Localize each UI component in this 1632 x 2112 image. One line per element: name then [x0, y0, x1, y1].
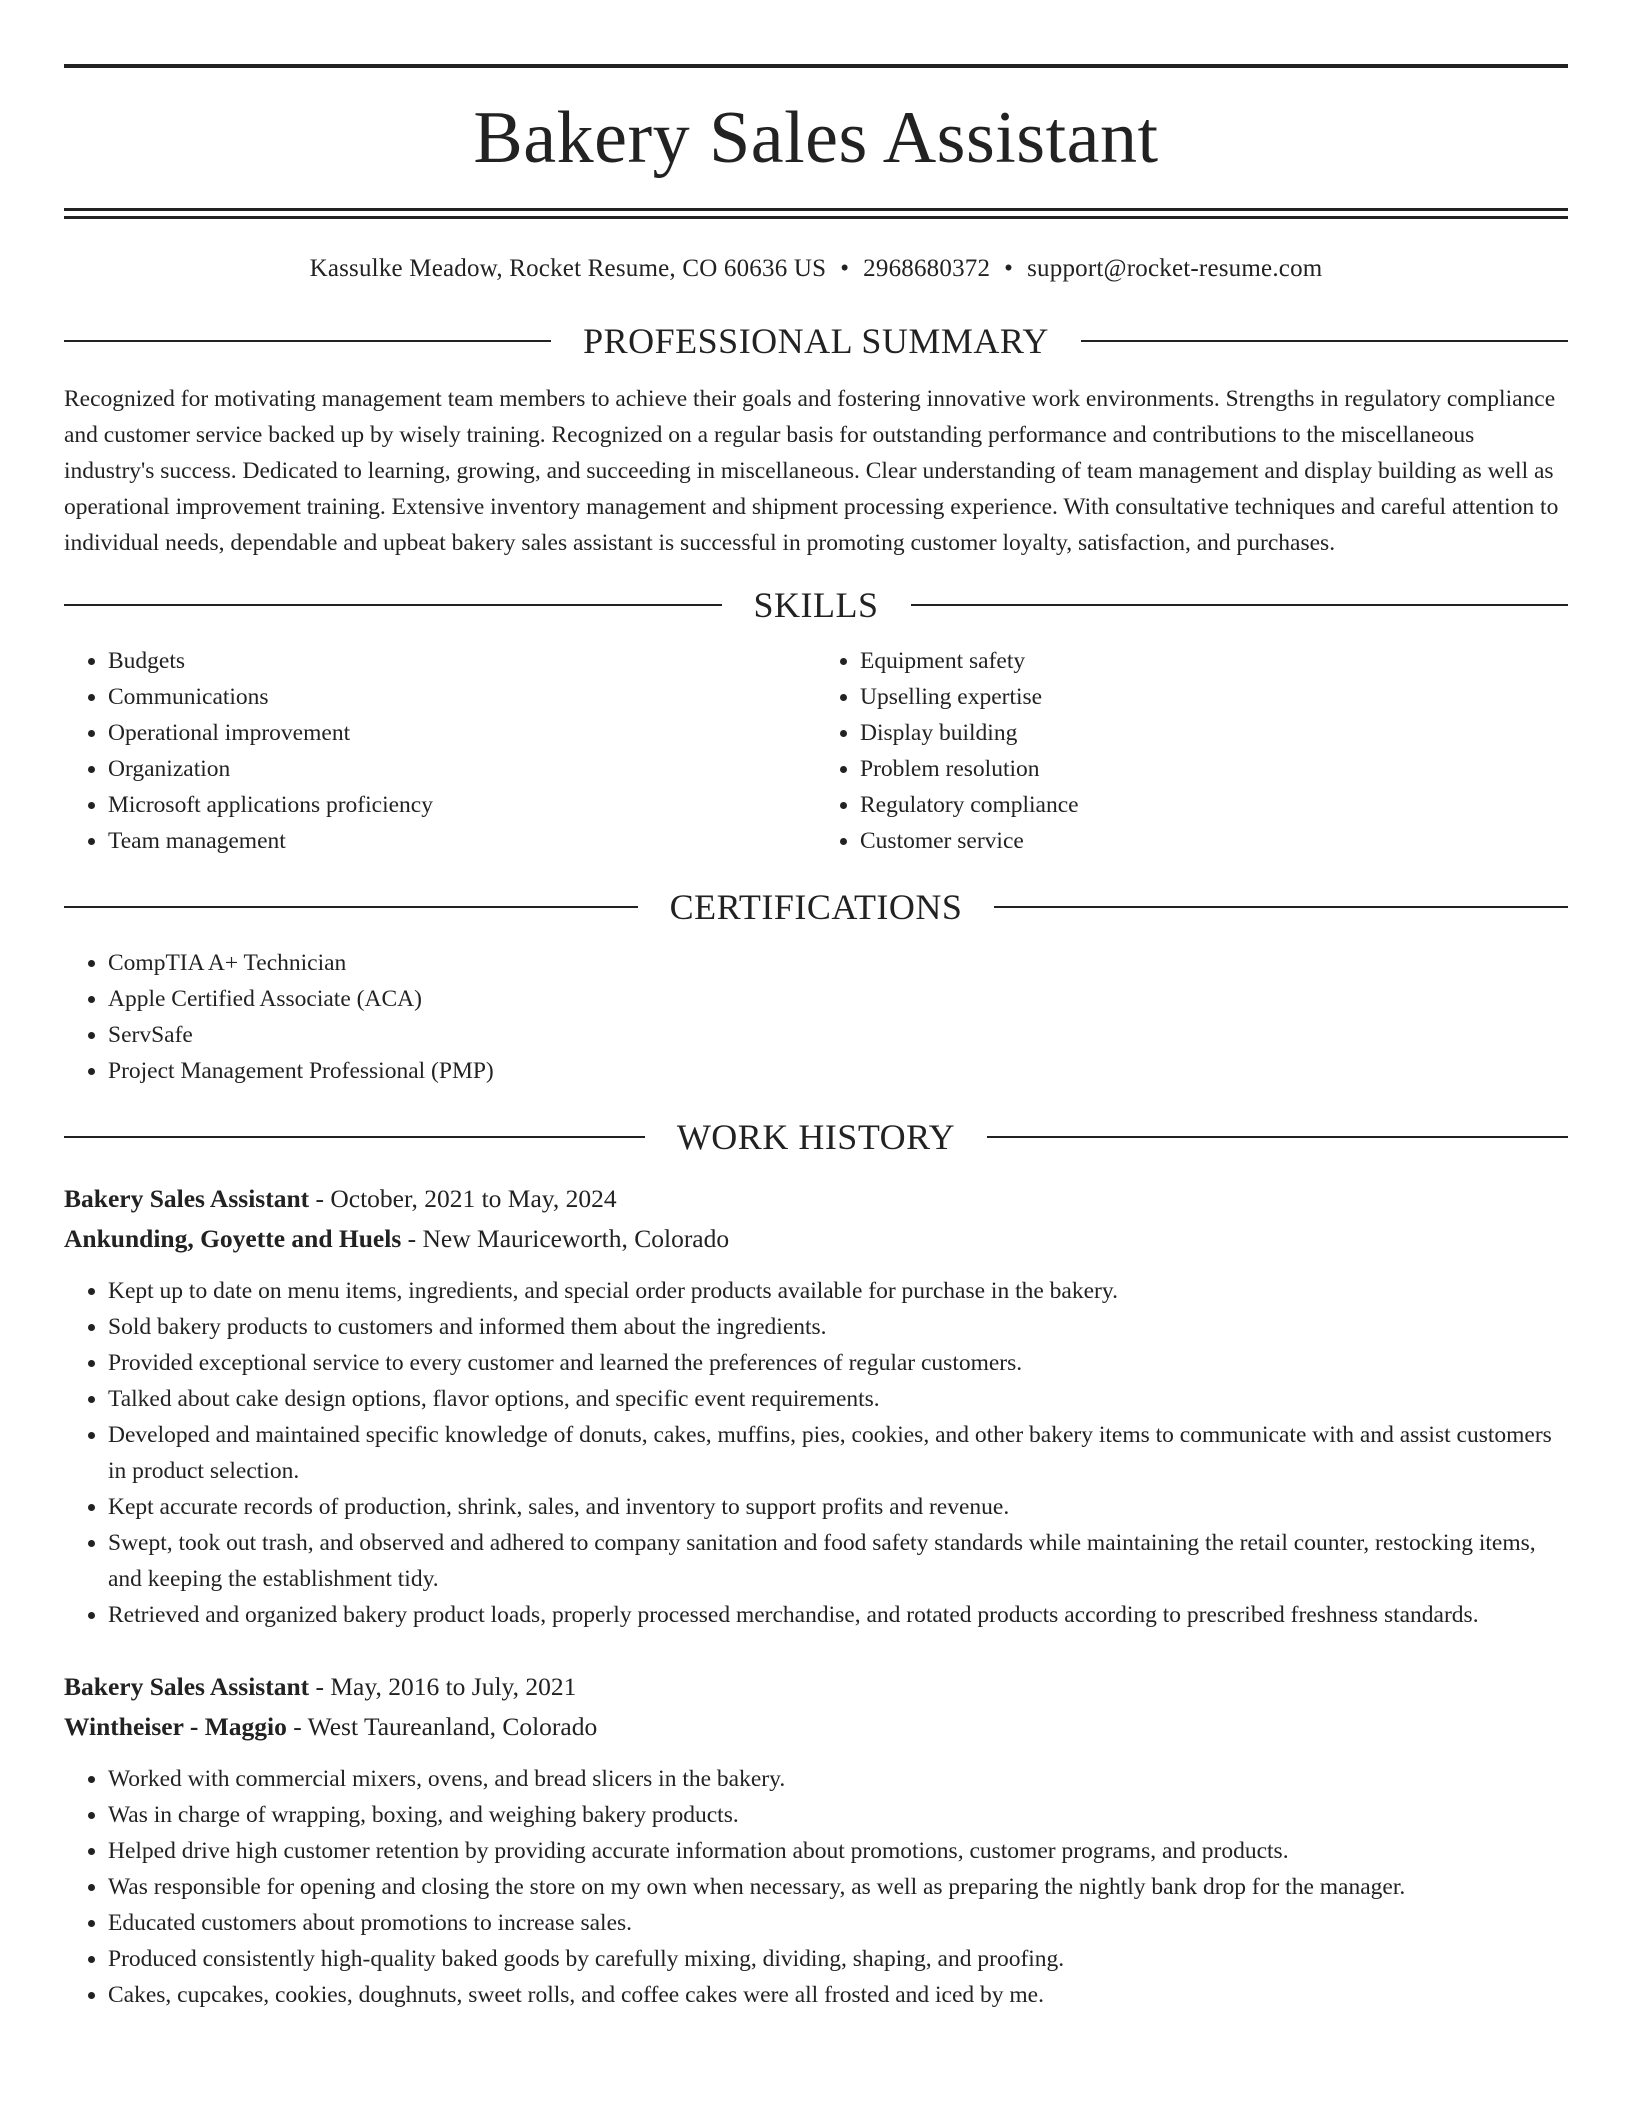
skill-item: • Customer service — [860, 823, 1568, 859]
skill-item: • Regulatory compliance — [860, 787, 1568, 823]
job-title: Bakery Sales Assistant — [64, 1184, 310, 1213]
job-bullet: • Cakes, cupcakes, cookies, doughnuts, sweet rolls, and coffee cakes were all frosted and iced by me. — [108, 1977, 1568, 2013]
skill-item: • Operational improvement — [108, 715, 816, 751]
skill-item: • Communications — [108, 679, 816, 715]
job-bullet: • Worked with commercial mixers, ovens, and bread slicers in the bakery. — [108, 1761, 1568, 1797]
skills-right-list — [816, 643, 1568, 859]
job-bullet: • Talked about cake design options, flavor options, and specific event requirements. — [108, 1381, 1568, 1417]
job-bullet: • Kept up to date on menu items, ingredients, and special order products available for purchase in the bakery. — [108, 1273, 1568, 1309]
heading-rule — [1081, 340, 1568, 342]
certifications-title: CERTIFICATIONS — [669, 887, 963, 927]
certification-item: • ServSafe — [108, 1017, 1568, 1053]
job-bullet: • Retrieved and organized bakery product loads, properly processed merchandise, and rotated products according to prescribed freshness standards. — [108, 1597, 1568, 1633]
job-company: Wintheiser - Maggio — [64, 1712, 287, 1741]
skill-item: • Upselling expertise — [860, 679, 1568, 715]
summary-heading — [64, 323, 1568, 359]
skill-item: • Problem resolution — [860, 751, 1568, 787]
job-title-line — [64, 1179, 1568, 1219]
certification-item: • CompTIA A+ Technician — [108, 945, 1568, 981]
skill-item: • Equipment safety — [860, 643, 1568, 679]
skills-left-list — [64, 643, 816, 859]
certification-item: • Apple Certified Associate (ACA) — [108, 981, 1568, 1017]
certifications-heading — [64, 889, 1568, 925]
heading-rule — [64, 1136, 645, 1138]
contact-line — [64, 255, 1568, 283]
job-bullets — [64, 1273, 1568, 1633]
contact-phone: 2968680372 — [863, 255, 991, 282]
job-bullet: • Provided exceptional service to every customer and learned the preferences of regular customers. — [108, 1345, 1568, 1381]
job-location: - West Taureanland, Colorado — [286, 1712, 598, 1741]
skills-title: SKILLS — [753, 585, 879, 625]
job-bullet: • Produced consistently high-quality baked goods by carefully mixing, dividing, shaping, and proofing. — [108, 1941, 1568, 1977]
job-title-line — [64, 1667, 1568, 1707]
job-bullet: • Kept accurate records of production, shrink, sales, and inventory to support profits and revenue. — [108, 1489, 1568, 1525]
contact-separator: • — [1004, 255, 1014, 282]
resume-title: Bakery Sales Assistant — [473, 97, 1159, 179]
job-company-line — [64, 1219, 1568, 1259]
job-entry — [64, 1667, 1568, 2013]
job-bullet: • Educated customers about promotions to increase sales. — [108, 1905, 1568, 1941]
job-location: - New Mauriceworth, Colorado — [401, 1224, 730, 1253]
heading-rule — [64, 906, 638, 908]
double-rule — [64, 208, 1568, 219]
work-heading — [64, 1119, 1568, 1155]
summary-title: PROFESSIONAL SUMMARY — [583, 321, 1049, 361]
job-dates: - October, 2021 to May, 2024 — [309, 1184, 617, 1213]
certifications-list — [64, 945, 1568, 1089]
job-bullets — [64, 1761, 1568, 2013]
job-company: Ankunding, Goyette and Huels — [64, 1224, 402, 1253]
contact-address: Kassulke Meadow, Rocket Resume, CO 60636 US — [309, 255, 827, 282]
certification-item: • Project Management Professional (PMP) — [108, 1053, 1568, 1089]
job-bullet: • Developed and maintained specific knowledge of donuts, cakes, muffins, pies, cookies, and other bakery items to communicate with and assist customers in product selection. — [108, 1417, 1568, 1489]
skills-heading — [64, 587, 1568, 623]
summary-text: Recognized for motivating management team members to achieve their goals and fostering innovative work environments. Strengths in regulatory compliance and customer service backed up by wisely training. Recognized on a regular basis for outstanding performance and contributions to the miscellaneous industry's success. Dedicated to learning, growing, and succeeding in miscellaneous. Clear understanding of team management and display building as well as operational improvement training. Extensive inventory management and shipment processing experience. With consultative techniques and careful attention to individual needs, dependable and upbeat bakery sales assistant is successful in promoting customer loyalty, satisfaction, and purchases. — [64, 386, 1559, 556]
heading-rule — [64, 604, 722, 606]
heading-rule — [994, 906, 1568, 908]
job-bullet: • Swept, took out trash, and observed and adhered to company sanitation and food safety standards while maintaining the retail counter, restocking items, and keeping the establishment tidy. — [108, 1525, 1568, 1597]
job-bullet: • Was in charge of wrapping, boxing, and weighing bakery products. — [108, 1797, 1568, 1833]
contact-separator: • — [840, 255, 850, 282]
work-title: WORK HISTORY — [676, 1117, 956, 1157]
job-entry — [64, 1179, 1568, 1633]
skill-item: • Budgets — [108, 643, 816, 679]
skill-item: • Display building — [860, 715, 1568, 751]
heading-rule — [64, 340, 551, 342]
job-bullet: • Was responsible for opening and closing the store on my own when necessary, as well as preparing the nightly bank drop for the manager. — [108, 1869, 1568, 1905]
skill-item: • Microsoft applications proficiency — [108, 787, 816, 823]
job-title: Bakery Sales Assistant — [64, 1672, 310, 1701]
heading-rule — [987, 1136, 1568, 1138]
contact-email: support@rocket-resume.com — [1027, 255, 1323, 282]
job-company-line — [64, 1707, 1568, 1747]
job-bullet: • Helped drive high customer retention by providing accurate information about promotions, customer programs, and products. — [108, 1833, 1568, 1869]
skills-columns — [64, 643, 1568, 859]
heading-rule — [911, 604, 1569, 606]
skill-item: • Team management — [108, 823, 816, 859]
job-dates: - May, 2016 to July, 2021 — [309, 1672, 577, 1701]
skill-item: • Organization — [108, 751, 816, 787]
job-bullet: • Sold bakery products to customers and informed them about the ingredients. — [108, 1309, 1568, 1345]
